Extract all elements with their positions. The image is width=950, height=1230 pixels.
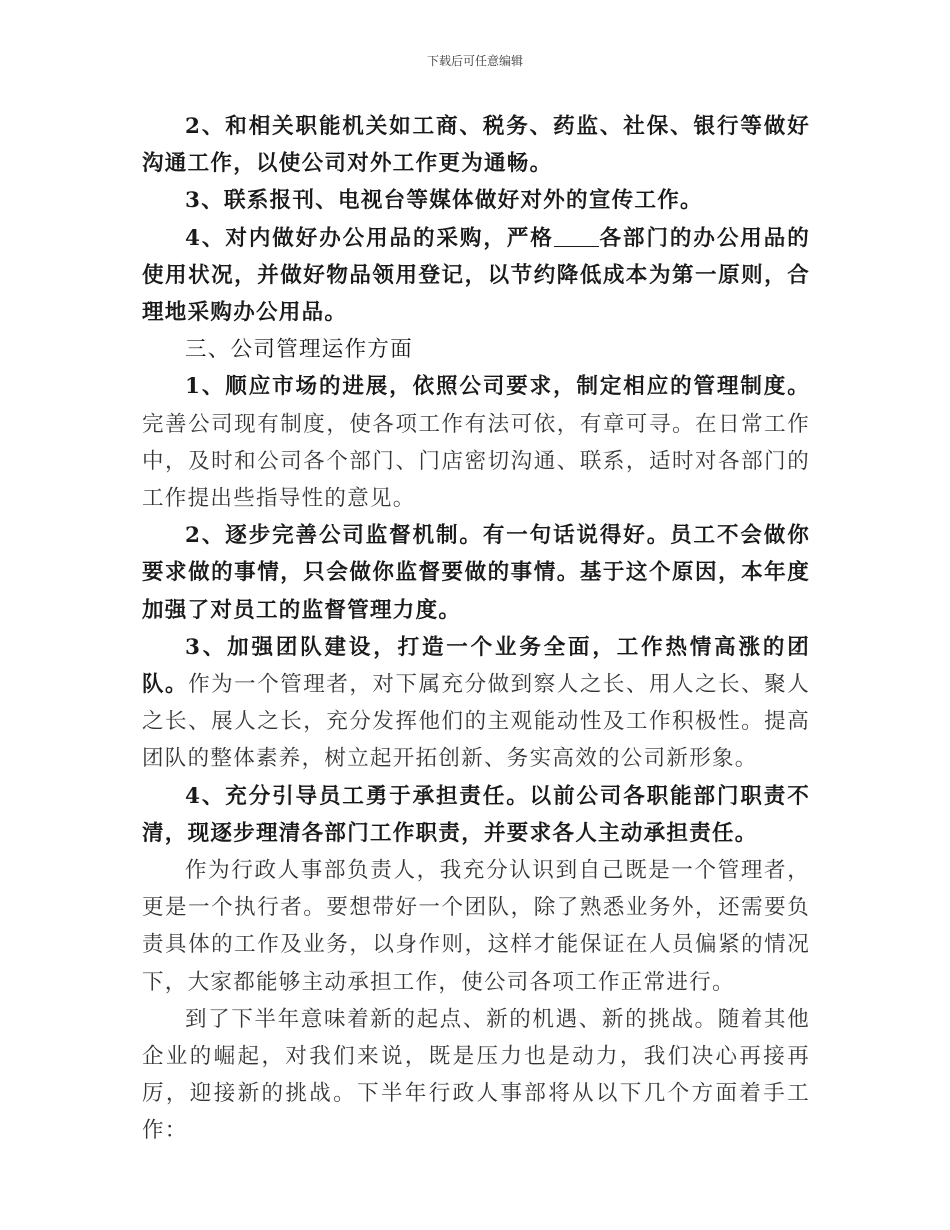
document-body: [142, 108, 810, 1150]
bold-text: 1、顺应市场的进展，依照公司要求，制定相应的管理制度。: [185, 374, 810, 400]
bold-text: 2、逐步完善公司监督机制。有一句话说得好。员工不会做你要求做的事情，只会做你监督要做的事情。基于这个原因，本年度加强了对员工的监督管理力度。: [142, 523, 810, 623]
paragraph-3: [142, 182, 810, 219]
bold-text: 4、对内做好办公用品的采购，严格: [185, 225, 554, 251]
paragraph-m4: [142, 778, 810, 852]
heading-text: 三、公司管理运作方面: [185, 337, 414, 363]
bold-text: 4、充分引导员工勇于承担责任。以前公司各职能部门职责不清，现逐步理清各部门工作职责，并要求各人主动承担责任。: [142, 783, 810, 846]
page-header: 下载后可任意编辑: [426, 54, 523, 68]
body-text: 到了下半年意味着新的起点、新的机遇、新的挑战。随着其他企业的崛起，对我们来说，既是压力也是动力，我们决心再接再厉，迎接新的挑战。下半年行政人事部将从以下几个方面着手工作：: [142, 1006, 810, 1144]
bold-text: 3、加强团队建设，打造一个业务全面，工作热情高涨的团队。: [142, 634, 810, 698]
body-text: 作为一个管理者，对下属充分做到察人之长、用人之长、聚人之长、展人之长，充分发挥他们的主观能动性及工作积极性。提高团队的整体素养，树立起开拓创新、务实高效的公司新形象。: [142, 672, 810, 772]
paragraph-4: [142, 220, 810, 332]
paragraph-m2: [142, 517, 810, 629]
bold-text: 各部门的办公用品的使用状况，并做好物品领用登记，以节约降低成本为第一原则，合理地采购办公用品。: [142, 225, 811, 326]
fill-in-blank: [554, 226, 599, 246]
paragraph-m3: [142, 629, 810, 778]
paragraph-m1: [142, 368, 810, 517]
body-text: 完善公司现有制度，使各项工作有法可依，有章可寻。在日常工作中，及时和公司各个部门、门店密切沟通、联系，适时对各部门的工作提出些指导性的意见。: [142, 411, 810, 512]
bold-text: 3、联系报刊、电视台等媒体做好对外的宣传工作。: [185, 188, 703, 214]
section-heading: [142, 331, 810, 368]
paragraph-2: [142, 108, 810, 182]
paragraph-outlook: [142, 1001, 810, 1150]
body-text: 作为行政人事部负责人，我充分认识到自己既是一个管理者，更是一个执行者。要想带好一个团队，除了熟悉业务外，还需要负责具体的工作及业务，以身作则，这样才能保证在人员偏紧的情况下，大家都能够主动承担工作，使公司各项工作正常进行。: [142, 858, 810, 995]
paragraph-role: [142, 852, 810, 1001]
bold-text: 2、和相关职能机关如工商、税务、药监、社保、银行等做好沟通工作，以使公司对外工作更为通畅。: [142, 114, 810, 177]
